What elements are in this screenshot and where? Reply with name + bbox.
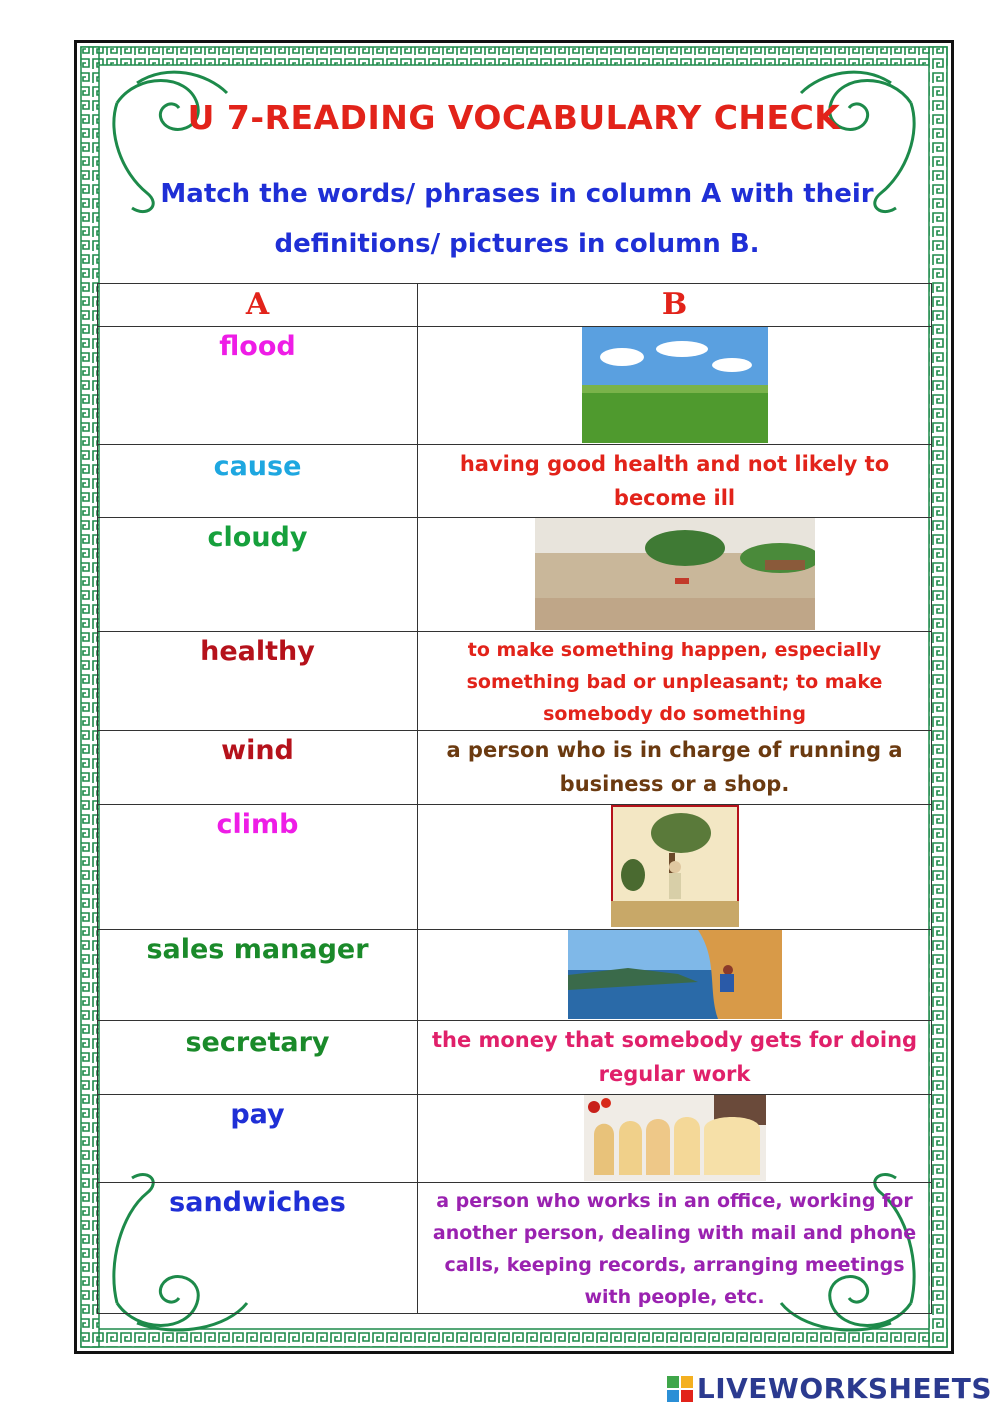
word-wind: wind [221,735,294,766]
definition-text: a person who is in charge of running a business or a shop. [446,738,903,796]
column-a-header: A [98,284,418,327]
definition-text: having good health and not likely to become ill [459,452,890,510]
brand-name: LIVEWORKSHEETS [696,1372,992,1405]
page-title: U 7-READING VOCABULARY CHECK [187,98,841,137]
definition-text: the money that somebody gets for doing regular work [431,1028,918,1086]
bread-image [584,1095,766,1181]
answer-cell[interactable] [418,731,932,805]
word-cloudy: cloudy [207,522,308,553]
table-row [98,805,932,930]
climbing-image [568,930,782,1019]
word-cell[interactable] [98,805,418,930]
definition-text: to make something happen, especially something bad or unpleasant; to make somebody do something [466,639,883,725]
table-header-row [98,284,932,327]
word-climb: climb [216,809,299,840]
table-row [98,1095,932,1183]
table-row [98,632,932,731]
answer-cell[interactable] [418,1183,932,1314]
word-healthy: healthy [200,636,315,667]
table-row [98,327,932,445]
word-sales-manager: sales manager [146,934,369,965]
flood-image [535,518,815,630]
instruction-text: Match the words/ phrases in column A with their definitions/ pictures in column B. [160,179,874,259]
word-cell[interactable] [98,1183,418,1314]
wind-illustration-image [611,805,739,927]
table-row [98,518,932,632]
answer-cell[interactable] [418,805,932,930]
logo-icon [667,1376,693,1402]
word-secretary: secretary [185,1027,330,1058]
word-cell[interactable] [98,632,418,731]
answer-cell[interactable] [418,327,932,445]
table-row [98,930,932,1021]
answer-cell[interactable] [418,930,932,1021]
worksheet [74,40,954,1354]
liveworksheets-logo [667,1372,992,1405]
answer-cell[interactable] [418,1095,932,1183]
word-cell[interactable] [98,930,418,1021]
word-cause: cause [213,451,302,482]
word-cell[interactable] [98,1095,418,1183]
table-row [98,731,932,805]
table-row [98,445,932,518]
answer-cell[interactable] [418,632,932,731]
word-cell[interactable] [98,1021,418,1095]
word-pay: pay [230,1099,285,1130]
answer-cell[interactable] [418,1021,932,1095]
answer-cell[interactable] [418,518,932,632]
word-flood: flood [219,331,296,362]
word-cell[interactable] [98,327,418,445]
word-cell[interactable] [98,731,418,805]
table-row [98,1021,932,1095]
definition-text: a person who works in an office, working for another person, dealing with mail and phone calls, keeping records, arranging meetings with people, etc. [432,1190,917,1308]
table-row [98,1183,932,1314]
word-cell[interactable] [98,445,418,518]
matching-table [97,283,932,1314]
word-cell[interactable] [98,518,418,632]
column-b-header: B [418,284,932,327]
grassland-image [582,327,768,443]
answer-cell[interactable] [418,445,932,518]
word-sandwiches: sandwiches [169,1187,346,1218]
